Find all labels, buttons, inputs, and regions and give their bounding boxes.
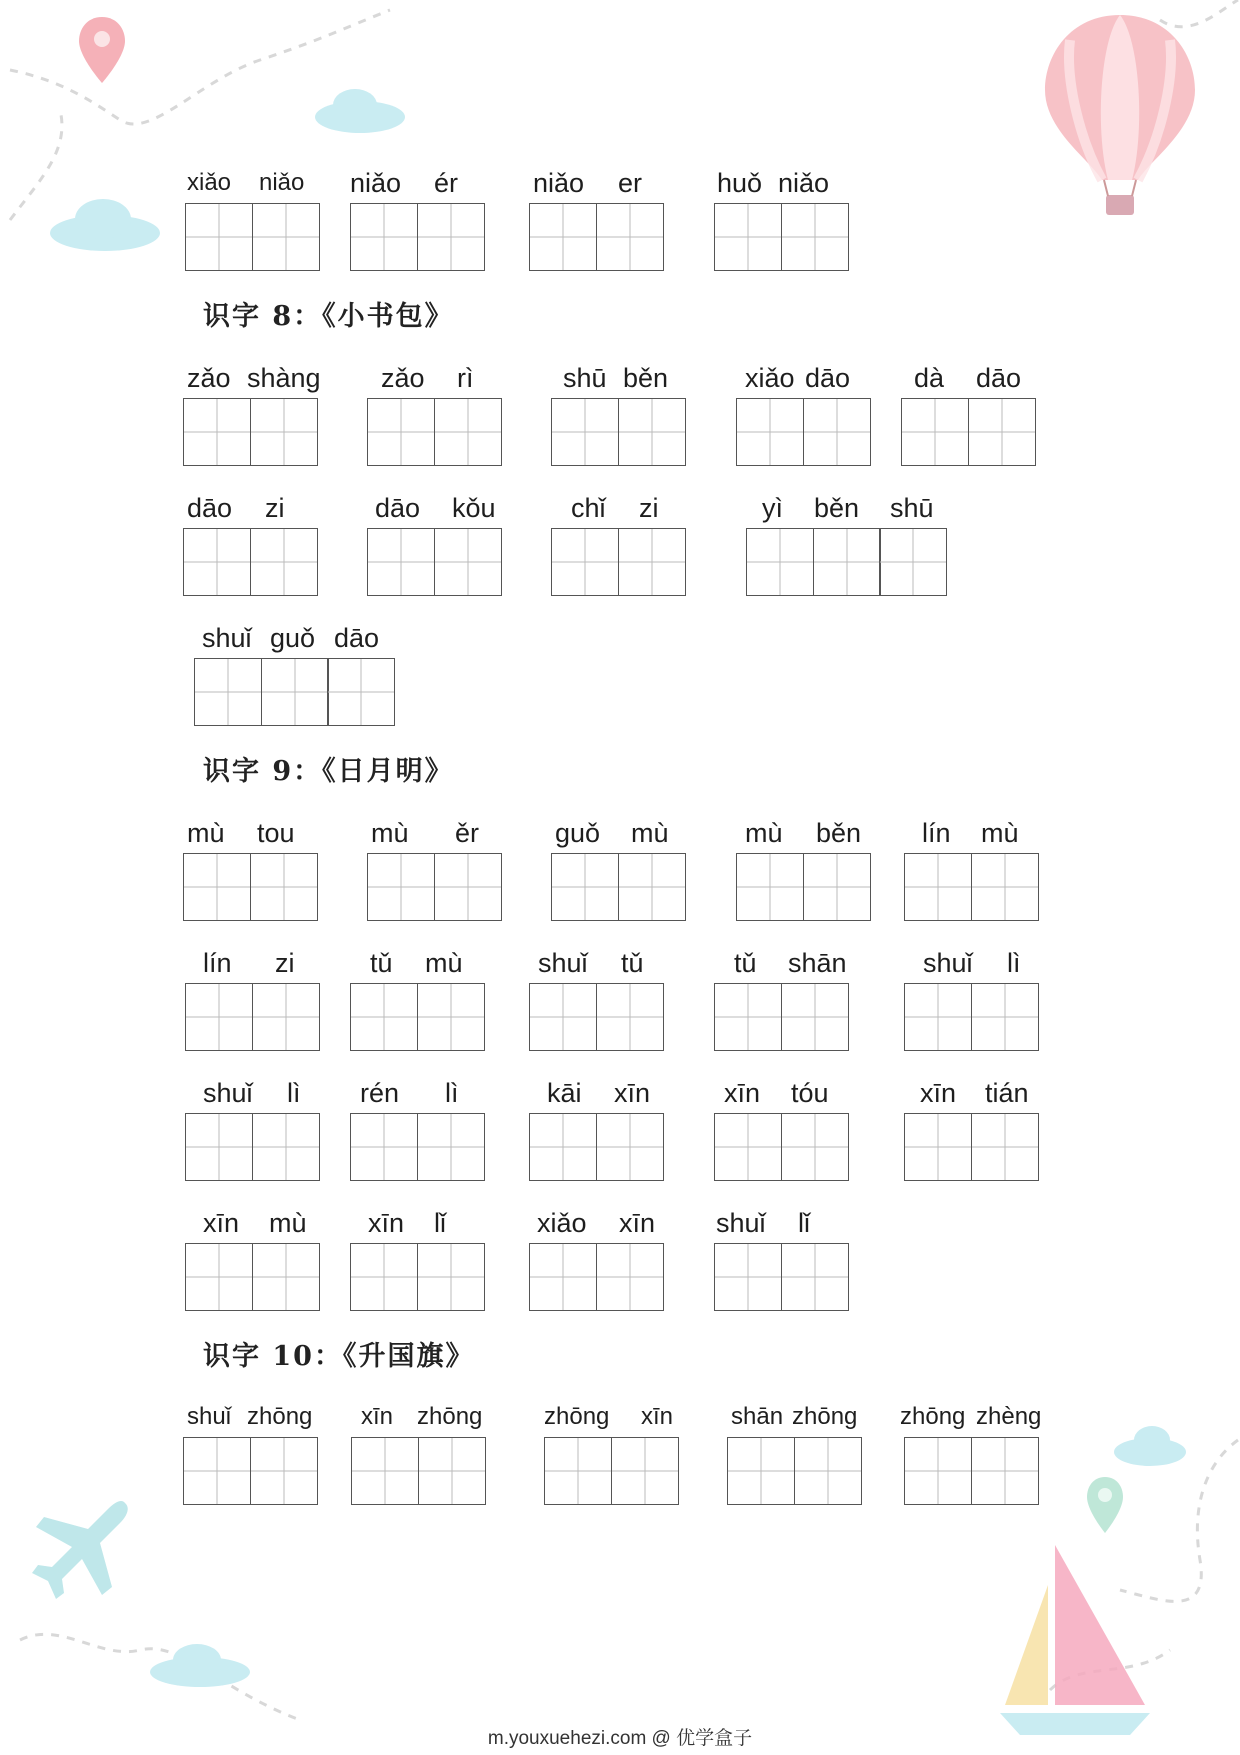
pinyin-syllable: tián <box>985 1078 1029 1108</box>
pinyin-syllable: xiǎo <box>745 363 795 393</box>
tianzige-grid[interactable] <box>901 398 1034 466</box>
pinyin-syllable: tou <box>257 818 295 848</box>
tianzige-grid[interactable] <box>367 528 500 596</box>
tianzige-grid[interactable] <box>350 1113 483 1181</box>
pinyin-syllable: lín <box>922 818 951 848</box>
tianzige-grid[interactable] <box>736 398 869 466</box>
pinyin-syllable: shàng <box>247 363 321 393</box>
pinyin-syllable: mù <box>631 818 669 848</box>
tianzige-grid[interactable] <box>351 1437 484 1505</box>
pinyin-syllable: lín <box>203 948 232 978</box>
tianzige-grid[interactable] <box>350 203 483 271</box>
tianzige-grid[interactable] <box>183 1437 316 1505</box>
pinyin-syllable: niǎo <box>259 169 305 196</box>
pinyin-syllable: tóu <box>791 1078 829 1108</box>
pinyin-syllable: shuǐ <box>203 1078 253 1108</box>
tianzige-grid[interactable] <box>367 398 500 466</box>
pinyin-syllable: dāo <box>375 493 421 523</box>
pinyin-syllable: guǒ <box>270 623 316 653</box>
tianzige-grid[interactable] <box>529 203 662 271</box>
location-pin-icon <box>77 15 127 85</box>
pinyin-syllable: běn <box>814 493 860 523</box>
pinyin-syllable: mù <box>425 948 463 978</box>
tianzige-grid[interactable] <box>904 1437 1037 1505</box>
pinyin-syllable: shuǐ <box>923 948 973 978</box>
tianzige-grid[interactable] <box>714 983 847 1051</box>
tianzige-grid[interactable] <box>904 983 1037 1051</box>
pinyin-syllable: shān <box>788 948 847 978</box>
pinyin-syllable: zǎo <box>381 363 425 393</box>
pinyin-syllable: guǒ <box>555 818 601 848</box>
pinyin-syllable: shū <box>890 493 934 523</box>
tianzige-grid[interactable] <box>367 853 500 921</box>
pinyin-syllable: lì <box>1007 948 1021 978</box>
pinyin-syllable: mù <box>745 818 783 848</box>
pinyin-syllable: shuǐ <box>187 1403 232 1430</box>
tianzige-grid[interactable] <box>714 203 847 271</box>
pinyin-syllable: xiǎo <box>537 1208 587 1238</box>
footer-credit: m.youxuehezi.com @ 优学盒子 <box>487 1728 753 1749</box>
pinyin-syllable: zhōng <box>544 1403 610 1430</box>
tianzige-grid[interactable] <box>746 528 946 596</box>
tianzige-grid[interactable] <box>727 1437 860 1505</box>
tianzige-grid[interactable] <box>714 1113 847 1181</box>
pinyin-syllable: tǔ <box>734 948 757 978</box>
location-pin-icon <box>1085 1475 1125 1535</box>
section-heading-9: 识字 9：《日月明》 <box>203 756 454 787</box>
pinyin-syllable: xīn <box>361 1403 394 1430</box>
tianzige-grid[interactable] <box>185 1113 318 1181</box>
tianzige-grid[interactable] <box>350 1243 483 1311</box>
pinyin-syllable: dāo <box>976 363 1022 393</box>
cloud-icon <box>45 195 165 255</box>
pinyin-syllable: shuǐ <box>202 623 252 653</box>
pinyin-syllable: huǒ <box>717 168 763 198</box>
tianzige-grid[interactable] <box>904 1113 1037 1181</box>
tianzige-grid[interactable] <box>185 983 318 1051</box>
pinyin-syllable: ěr <box>455 818 480 848</box>
cloud-icon <box>310 85 410 135</box>
pinyin-syllable: zi <box>265 493 285 523</box>
pinyin-syllable: niǎo <box>350 168 402 198</box>
pinyin-syllable: lì <box>445 1078 459 1108</box>
tianzige-grid[interactable] <box>544 1437 677 1505</box>
pinyin-syllable: xīn <box>614 1078 651 1108</box>
pinyin-syllable: ér <box>434 168 459 198</box>
pinyin-syllable: shuǐ <box>538 948 588 978</box>
tianzige-grid[interactable] <box>551 398 684 466</box>
pinyin-syllable: chǐ <box>571 493 606 523</box>
pinyin-syllable: mù <box>981 818 1019 848</box>
cloud-icon <box>145 1640 255 1690</box>
pinyin-syllable: dāo <box>334 623 380 653</box>
pinyin-syllable: zi <box>275 948 295 978</box>
tianzige-grid[interactable] <box>183 528 316 596</box>
pinyin-syllable: shuǐ <box>716 1208 766 1238</box>
tianzige-grid[interactable] <box>350 983 483 1051</box>
pinyin-syllable: běn <box>623 363 669 393</box>
pinyin-syllable: xīn <box>368 1208 405 1238</box>
pinyin-syllable: zi <box>639 493 659 523</box>
tianzige-grid[interactable] <box>529 983 662 1051</box>
pinyin-syllable: zhōng <box>900 1403 966 1430</box>
pinyin-syllable: tǔ <box>370 948 393 978</box>
pinyin-syllable: dāo <box>187 493 233 523</box>
tianzige-grid[interactable] <box>551 853 684 921</box>
pinyin-syllable: kāi <box>547 1078 582 1108</box>
tianzige-grid[interactable] <box>194 658 394 726</box>
pinyin-syllable: lǐ <box>434 1208 446 1238</box>
pinyin-syllable: niǎo <box>533 168 585 198</box>
pinyin-syllable: mù <box>187 818 225 848</box>
tianzige-grid[interactable] <box>185 1243 318 1311</box>
pinyin-syllable: xīn <box>619 1208 656 1238</box>
tianzige-grid[interactable] <box>183 853 316 921</box>
pinyin-syllable: yì <box>762 493 784 523</box>
tianzige-grid[interactable] <box>183 398 316 466</box>
pinyin-syllable: xīn <box>920 1078 957 1108</box>
pinyin-syllable: zhōng <box>417 1403 483 1430</box>
airplane-icon <box>30 1495 140 1605</box>
tianzige-grid[interactable] <box>529 1113 662 1181</box>
pinyin-syllable: tǔ <box>621 948 644 978</box>
cloud-icon <box>1110 1420 1190 1470</box>
pinyin-syllable: shū <box>563 363 607 393</box>
pinyin-syllable: dāo <box>805 363 851 393</box>
section-heading-10: 识字 10：《升国旗》 <box>203 1341 475 1372</box>
pinyin-syllable: lì <box>287 1078 301 1108</box>
pinyin-syllable: mù <box>371 818 409 848</box>
sailboat-icon <box>1000 1535 1160 1755</box>
pinyin-syllable: lǐ <box>798 1208 810 1238</box>
pinyin-syllable: niǎo <box>778 168 830 198</box>
pinyin-syllable: dà <box>914 363 945 393</box>
pinyin-syllable: xīn <box>724 1078 761 1108</box>
tianzige-grid[interactable] <box>551 528 684 596</box>
tianzige-grid[interactable] <box>185 203 318 271</box>
pinyin-syllable: xiǎo <box>187 169 232 196</box>
pinyin-syllable: zhōng <box>792 1403 858 1430</box>
pinyin-syllable: rì <box>457 363 474 393</box>
pinyin-syllable: zhōng <box>247 1403 313 1430</box>
pinyin-syllable: xīn <box>203 1208 240 1238</box>
pinyin-syllable: shān <box>731 1403 784 1430</box>
pinyin-syllable: rén <box>360 1078 400 1108</box>
tianzige-grid[interactable] <box>529 1243 662 1311</box>
pinyin-syllable: mù <box>269 1208 307 1238</box>
tianzige-grid[interactable] <box>714 1243 847 1311</box>
pinyin-syllable: er <box>618 168 643 198</box>
hot-air-balloon-icon <box>1040 10 1200 220</box>
tianzige-grid[interactable] <box>736 853 869 921</box>
pinyin-syllable: zǎo <box>187 363 231 393</box>
pinyin-syllable: xīn <box>641 1403 674 1430</box>
pinyin-syllable: běn <box>816 818 862 848</box>
section-heading-8: 识字 8：《小书包》 <box>203 301 454 332</box>
pinyin-syllable: zhèng <box>976 1403 1042 1430</box>
tianzige-grid[interactable] <box>904 853 1037 921</box>
pinyin-syllable: kǒu <box>452 493 496 523</box>
